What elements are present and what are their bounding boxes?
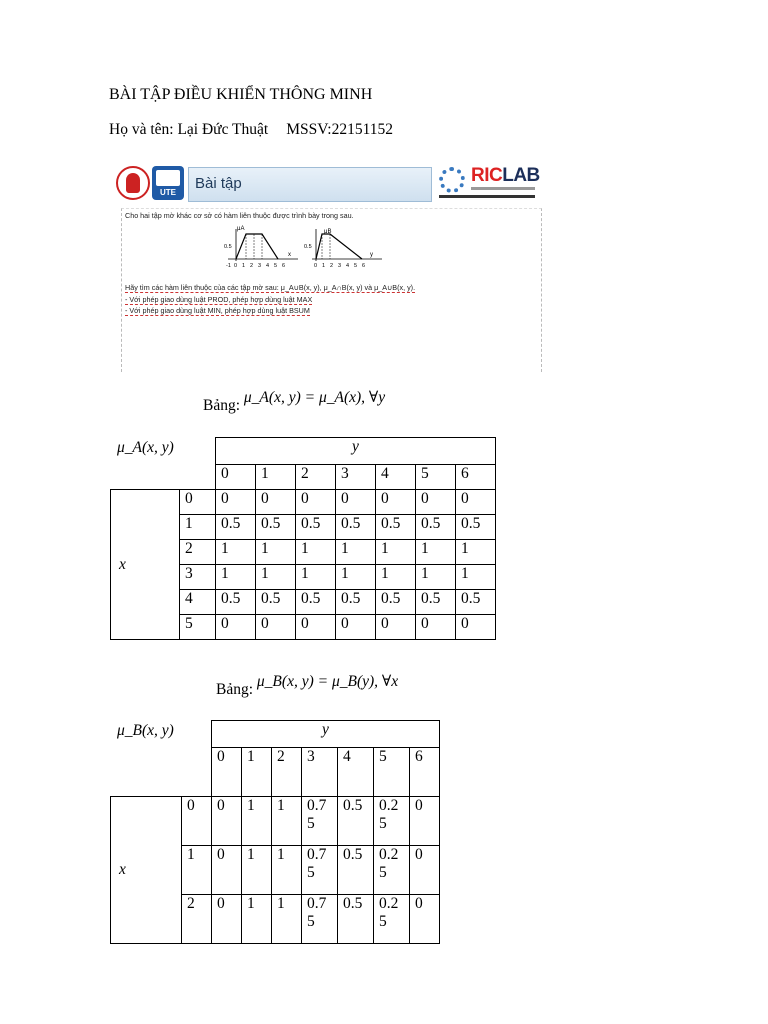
- table-cell: 0.7 5: [302, 846, 338, 895]
- svg-text:μB: μB: [324, 229, 332, 235]
- table-cell: 1: [242, 895, 272, 944]
- column-header: 6: [456, 465, 496, 490]
- table-cell: 0.5: [256, 515, 296, 540]
- table-cell: 0: [296, 615, 336, 640]
- table-cell: 1: [296, 565, 336, 590]
- table-cell: 1: [296, 540, 336, 565]
- column-header: 3: [336, 465, 376, 490]
- table-cell: 0.5: [296, 515, 336, 540]
- table-cell: 0: [410, 895, 440, 944]
- table-cell: 1: [242, 797, 272, 846]
- table-cell: 0.5: [456, 515, 496, 540]
- table-cell: 0.5: [416, 515, 456, 540]
- exercise-line-3: - Với phép giao dùng luật PROD, phép hợp dùng luật MAX: [125, 295, 313, 304]
- table-cell: 0.2 5: [374, 895, 410, 944]
- svg-text:x: x: [288, 252, 291, 258]
- table-cell: 0.5: [338, 846, 374, 895]
- table-cell: 0.5: [376, 590, 416, 615]
- svg-text:0.5: 0.5: [224, 244, 232, 250]
- column-header: 2: [272, 748, 302, 797]
- table-cell: 1: [376, 540, 416, 565]
- table-cell: 1: [216, 565, 256, 590]
- tick-label: 3: [338, 263, 342, 269]
- row-header: 1: [182, 846, 212, 895]
- table-cell: 0: [212, 797, 242, 846]
- tick-label: 5: [354, 263, 358, 269]
- table-b-caption: Bảng: μ_B(x, y) = μ_B(y), ∀x: [216, 673, 399, 698]
- table-cell: 1: [272, 895, 302, 944]
- table-cell: 0: [376, 615, 416, 640]
- table-cell: 0.5: [216, 590, 256, 615]
- tick-label: 4: [266, 263, 270, 269]
- tick-label: 1: [242, 263, 246, 269]
- table-a-formula: μ_A(x, y) = μ_A(x), ∀y: [243, 389, 386, 406]
- membership-chart-a: [222, 223, 302, 271]
- table-cell: 1: [336, 565, 376, 590]
- table-cell: 0: [336, 490, 376, 515]
- table-a: [110, 437, 496, 640]
- exercise-title-box: [188, 167, 432, 202]
- table-a-corner-label: μ_A(x, y): [117, 439, 174, 456]
- tick-label: -1: [226, 263, 231, 269]
- table-cell: 0: [212, 895, 242, 944]
- table-cell: 0.5: [256, 590, 296, 615]
- row-header: 0: [180, 490, 216, 515]
- table-cell: 0.2 5: [374, 846, 410, 895]
- column-header: 5: [374, 748, 410, 797]
- column-header: 1: [242, 748, 272, 797]
- table-cell: 0.5: [338, 895, 374, 944]
- tick-label: 6: [362, 263, 366, 269]
- row-header: 0: [182, 797, 212, 846]
- tick-label: 6: [282, 263, 286, 269]
- exercise-title: Bài tập: [195, 175, 242, 192]
- row-header: 2: [180, 540, 216, 565]
- table-b-corner-label: μ_B(x, y): [117, 722, 174, 739]
- svg-text:μA: μA: [237, 226, 245, 232]
- table-cell: 0.5: [376, 515, 416, 540]
- table-cell: 1: [272, 797, 302, 846]
- table-cell: 1: [456, 565, 496, 590]
- document-title: BÀI TẬP ĐIỀU KHIỂN THÔNG MINH: [109, 86, 373, 103]
- table-cell: 0.2 5: [374, 797, 410, 846]
- table-cell: 1: [416, 565, 456, 590]
- table-cell: 1: [256, 565, 296, 590]
- table-cell: 1: [336, 540, 376, 565]
- column-header: 4: [376, 465, 416, 490]
- table-cell: 0.7 5: [302, 895, 338, 944]
- column-header: 1: [256, 465, 296, 490]
- column-header: 4: [338, 748, 374, 797]
- svg-text:y: y: [370, 252, 373, 258]
- tick-label: 4: [346, 263, 350, 269]
- table-cell: 1: [256, 540, 296, 565]
- table-cell: 0.5: [416, 590, 456, 615]
- row-header: 3: [180, 565, 216, 590]
- column-header: 5: [416, 465, 456, 490]
- table-cell: 0: [296, 490, 336, 515]
- col-axis-label: y: [212, 721, 440, 748]
- table-cell: 0.5: [456, 590, 496, 615]
- exercise-header: [110, 160, 542, 204]
- exercise-line-1: Cho hai tập mờ khác cơ sở có hàm liên thuộc được trình bày trong sau.: [125, 211, 354, 220]
- table-row: [111, 797, 440, 846]
- tick-label: 0: [314, 263, 318, 269]
- table-cell: 1: [216, 540, 256, 565]
- student-id: MSSV:22151152: [286, 121, 394, 138]
- table-cell: 1: [456, 540, 496, 565]
- table-b-formula: μ_B(x, y) = μ_B(y), ∀x: [256, 673, 399, 690]
- university-logo: [116, 166, 150, 200]
- row-header: 4: [180, 590, 216, 615]
- column-header: 0: [216, 465, 256, 490]
- column-header: 6: [410, 748, 440, 797]
- table-cell: 1: [376, 565, 416, 590]
- column-header: 2: [296, 465, 336, 490]
- exercise-image: [110, 160, 542, 372]
- table-cell: 0: [456, 490, 496, 515]
- table-cell: 0.5: [336, 515, 376, 540]
- table-cell: 1: [416, 540, 456, 565]
- student-name: Họ và tên: Lại Đức Thuật: [109, 121, 269, 138]
- table-cell: 0: [216, 615, 256, 640]
- table-cell: 0: [416, 615, 456, 640]
- table-b: [110, 720, 440, 944]
- table-cell: 0: [456, 615, 496, 640]
- table-cell: 0: [416, 490, 456, 515]
- table-a-caption: Bảng: μ_A(x, y) = μ_A(x), ∀y: [203, 389, 386, 414]
- table-cell: 0.5: [216, 515, 256, 540]
- exercise-line-4: - Với phép giao dùng luật MIN, phép hợp dùng luật BSUM: [125, 306, 310, 315]
- table-cell: 0: [256, 490, 296, 515]
- tick-label: 2: [330, 263, 334, 269]
- table-cell: 0.7 5: [302, 797, 338, 846]
- exercise-line-2: Hãy tìm các hàm liên thuộc của các tập mờ sau: μ_A∪B(x, y), μ_A∩B(x, y) và μ_A∪B(x, y).: [125, 283, 416, 292]
- table-cell: 0: [410, 846, 440, 895]
- row-header: 2: [182, 895, 212, 944]
- col-axis-label: y: [216, 438, 496, 465]
- row-axis-label: x: [111, 797, 182, 944]
- tick-label: 3: [258, 263, 262, 269]
- tick-label: 1: [322, 263, 326, 269]
- column-header: 3: [302, 748, 338, 797]
- table-cell: 0: [410, 797, 440, 846]
- row-header: 5: [180, 615, 216, 640]
- table-cell: 0.5: [336, 590, 376, 615]
- riclab-logo: RICLAB: [437, 164, 539, 202]
- row-axis-label: x: [111, 490, 180, 640]
- table-cell: 1: [242, 846, 272, 895]
- table-cell: 1: [272, 846, 302, 895]
- tick-label: 5: [274, 263, 278, 269]
- gear-icon: [439, 167, 465, 193]
- tick-label: 2: [250, 263, 254, 269]
- table-cell: 0: [256, 615, 296, 640]
- table-cell: 0: [336, 615, 376, 640]
- column-header: 0: [212, 748, 242, 797]
- table-cell: 0.5: [296, 590, 336, 615]
- row-header: 1: [180, 515, 216, 540]
- tick-label: 0: [234, 263, 238, 269]
- table-cell: 0.5: [338, 797, 374, 846]
- ute-logo: UTE: [152, 166, 184, 200]
- exercise-body: [121, 208, 542, 372]
- table-cell: 0: [216, 490, 256, 515]
- student-info: [109, 121, 393, 139]
- table-cell: 0: [212, 846, 242, 895]
- table-cell: 0: [376, 490, 416, 515]
- table-row: [111, 490, 496, 515]
- membership-chart-b: [306, 223, 386, 271]
- svg-text:0.5: 0.5: [304, 244, 312, 250]
